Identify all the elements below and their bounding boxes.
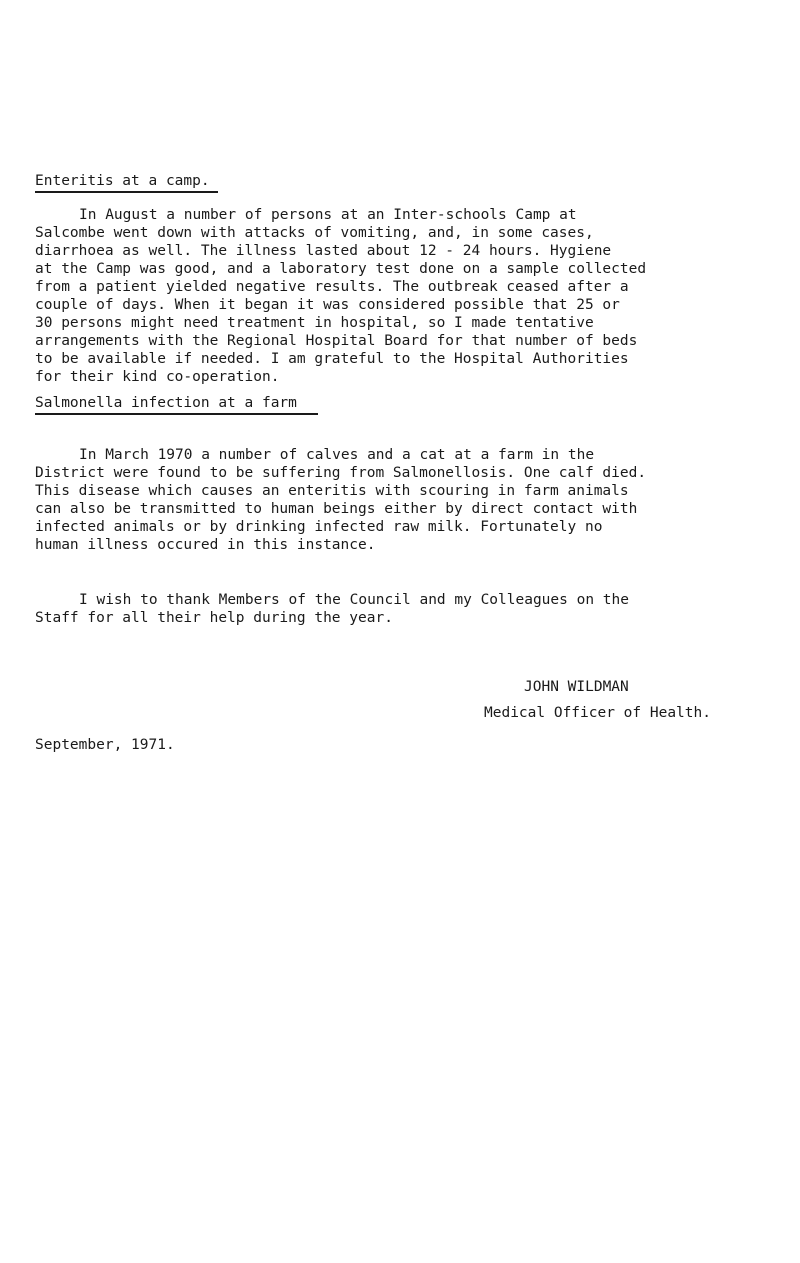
document-date: September, 1971. <box>35 737 175 753</box>
paragraph-line: Staff for all their help during the year. <box>35 610 393 626</box>
section-heading-enteritis: Enteritis at a camp. <box>35 173 210 189</box>
paragraph-line: I wish to thank Members of the Council and my Colleagues on the <box>79 592 629 608</box>
paragraph-line: from a patient yielded negative results. The outbreak ceased after a <box>35 279 629 295</box>
paragraph-line: District were found to be suffering from Salmonellosis. One calf died. <box>35 465 647 481</box>
signature-title: Medical Officer of Health. <box>484 705 711 721</box>
paragraph-line: In August a number of persons at an Inter-schools Camp at <box>79 207 577 223</box>
paragraph-line: diarrhoea as well. The illness lasted about 12 - 24 hours. Hygiene <box>35 243 612 259</box>
section-heading-salmonella: Salmonella infection at a farm <box>35 395 297 411</box>
heading-underline <box>35 191 218 193</box>
heading-underline <box>35 413 318 415</box>
signature-name: JOHN WILDMAN <box>524 679 629 695</box>
paragraph-line: 30 persons might need treatment in hospital, so I made tentative <box>35 315 594 331</box>
paragraph-line: In March 1970 a number of calves and a cat at a farm in the <box>79 447 595 463</box>
paragraph-line: human illness occured in this instance. <box>35 537 376 553</box>
paragraph-line: arrangements with the Regional Hospital Board for that number of beds <box>35 333 638 349</box>
paragraph-line: Salcombe went down with attacks of vomiting, and, in some cases, <box>35 225 594 241</box>
paragraph-line: This disease which causes an enteritis with scouring in farm animals <box>35 483 629 499</box>
paragraph-line: for their kind co-operation. <box>35 369 280 385</box>
paragraph-line: to be available if needed. I am grateful to the Hospital Authorities <box>35 351 629 367</box>
paragraph-line: infected animals or by drinking infected raw milk. Fortunately no <box>35 519 603 535</box>
paragraph-line: couple of days. When it began it was considered possible that 25 or <box>35 297 620 313</box>
paragraph-line: at the Camp was good, and a laboratory test done on a sample collected <box>35 261 647 277</box>
paragraph-line: can also be transmitted to human beings either by direct contact with <box>35 501 638 517</box>
